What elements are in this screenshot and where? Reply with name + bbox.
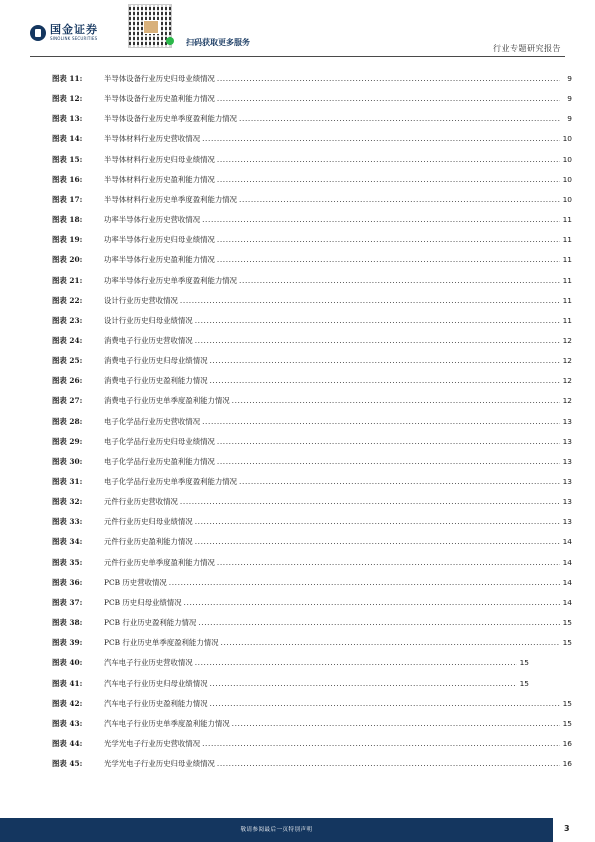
toc-entry-page: 13 xyxy=(562,456,572,466)
toc-entry-label: 图表 39: xyxy=(52,638,83,648)
toc-dot-leader xyxy=(239,194,560,206)
toc-entry-page: 10 xyxy=(562,134,572,144)
toc-entry[interactable] xyxy=(52,275,572,287)
toc-entry-label: 图表 33: xyxy=(52,517,83,527)
toc-entry-label: 图表 41: xyxy=(52,678,83,688)
toc-entry-page: 11 xyxy=(562,255,572,265)
toc-dot-leader xyxy=(209,698,560,710)
toc-entry[interactable] xyxy=(52,214,572,226)
toc-entry-page: 9 xyxy=(567,114,572,124)
toc-entry[interactable] xyxy=(52,295,572,307)
toc-dot-leader xyxy=(195,315,560,327)
toc-dot-leader xyxy=(195,657,517,669)
toc-entry-page: 15 xyxy=(562,618,572,628)
toc-dot-leader xyxy=(217,758,560,770)
toc-entry-title: PCB 历史营收情况 xyxy=(104,577,167,587)
toc-entry-page: 16 xyxy=(562,738,572,748)
toc-entry-title: 消费电子行业历史归母业绩情况 xyxy=(104,356,208,366)
toc-dot-leader xyxy=(217,73,560,85)
toc-entry-label: 图表 31: xyxy=(52,477,83,486)
toc-entry-label: 图表 18: xyxy=(52,215,83,225)
toc-entry-title: 半导体材料行业历史归母业绩情况 xyxy=(104,154,215,164)
toc-entry[interactable] xyxy=(52,174,572,186)
toc-entry-page: 12 xyxy=(562,356,572,366)
toc-dot-leader xyxy=(195,335,560,347)
toc-dot-leader xyxy=(217,557,560,569)
toc-entry-label: 图表 34: xyxy=(52,537,83,547)
toc-dot-leader xyxy=(209,678,517,690)
toc-entry-title: 汽车电子行业历史归母业绩情况 xyxy=(104,678,208,688)
toc-entry-title: 光学光电子行业历史营收情况 xyxy=(104,738,201,748)
toc-entry-title: 元件行业历史盈利能力情况 xyxy=(104,537,193,547)
wechat-badge-icon xyxy=(166,37,174,45)
toc-entry[interactable] xyxy=(52,254,572,266)
logo-name-en: SINOLINK SECURITIES xyxy=(50,36,98,41)
toc-entry[interactable] xyxy=(52,456,572,468)
toc-entry-label: 图表 14: xyxy=(52,134,83,144)
toc-entry-label: 图表 17: xyxy=(52,194,83,204)
logo-mark-icon xyxy=(30,25,46,41)
toc-entry-title: 汽车电子行业历史营收情况 xyxy=(104,658,193,668)
toc-entry-page: 12 xyxy=(562,335,572,345)
toc-entry-page: 15 xyxy=(519,658,529,668)
toc-entry-label: 图表 36: xyxy=(52,577,83,587)
toc-entry-page: 11 xyxy=(562,295,572,305)
toc-dot-leader xyxy=(184,597,560,609)
logo-text xyxy=(50,24,98,41)
toc-entry-title: PCB 行业历史单季度盈利能力情况 xyxy=(104,638,219,648)
toc-entry[interactable] xyxy=(52,577,572,589)
toc-entry-title: 汽车电子行业历史盈利能力情况 xyxy=(104,698,208,708)
toc-entry-title: 电子化学品行业历史营收情况 xyxy=(104,416,201,426)
toc-dot-leader xyxy=(202,133,560,145)
toc-entry[interactable] xyxy=(52,93,572,105)
company-logo xyxy=(30,24,98,41)
toc-entry-title: 半导体设备行业历史盈利能力情况 xyxy=(104,94,215,104)
toc-entry[interactable] xyxy=(52,496,572,508)
toc-entry-title: 设计行业历史营收情况 xyxy=(104,295,178,305)
toc-dot-leader xyxy=(239,476,560,488)
qr-caption: 扫码获取更多服务 xyxy=(186,38,250,47)
toc-entry[interactable] xyxy=(52,234,572,246)
report-type: 行业专题研究报告 xyxy=(493,44,561,53)
toc-entry[interactable] xyxy=(52,375,572,387)
toc-entry-label: 图表 27: xyxy=(52,396,83,406)
toc-dot-leader xyxy=(195,536,560,548)
toc-entry-page: 13 xyxy=(562,416,572,426)
toc-entry[interactable] xyxy=(52,718,572,730)
toc-entry-title: 元件行业历史归母业绩情况 xyxy=(104,517,193,527)
toc-entry-page: 15 xyxy=(562,718,572,728)
toc-entry[interactable] xyxy=(52,476,572,488)
toc-entry-page: 15 xyxy=(519,678,529,688)
toc-entry-page: 14 xyxy=(562,577,572,587)
page-number: 3 xyxy=(564,824,570,833)
logo-name-cn: 国金证券 xyxy=(50,23,98,36)
toc-entry-page: 14 xyxy=(562,597,572,607)
toc-entry[interactable] xyxy=(52,617,572,629)
toc-entry-label: 图表 25: xyxy=(52,356,83,366)
toc-dot-leader xyxy=(232,718,560,730)
toc-entry[interactable] xyxy=(52,516,572,528)
toc-dot-leader xyxy=(209,375,560,387)
toc-entry-title: 电子化学品行业历史归母业绩情况 xyxy=(104,436,215,446)
toc-entry[interactable] xyxy=(52,315,572,327)
toc-dot-leader xyxy=(169,577,560,589)
toc-entry-page: 11 xyxy=(562,275,572,285)
toc-entry-title: PCB 行业历史盈利能力情况 xyxy=(104,618,197,628)
toc-entry-label: 图表 42: xyxy=(52,698,83,708)
toc-entry-page: 14 xyxy=(562,557,572,567)
toc-entry-label: 图表 45: xyxy=(52,759,83,769)
toc-entry-page: 12 xyxy=(562,396,572,406)
toc-entry[interactable] xyxy=(52,738,572,750)
toc-entry-page: 14 xyxy=(562,537,572,547)
toc-entry-title: 功率半导体行业历史盈利能力情况 xyxy=(104,255,215,265)
toc-entry-page: 10 xyxy=(562,174,572,184)
toc-entry-label: 图表 23: xyxy=(52,315,83,325)
toc-entry-label: 图表 20: xyxy=(52,255,83,265)
toc-entry[interactable] xyxy=(52,597,572,609)
page-header xyxy=(0,0,595,62)
toc-entry[interactable] xyxy=(52,637,572,649)
toc-dot-leader xyxy=(198,617,560,629)
toc-entry-title: 功率半导体行业历史营收情况 xyxy=(104,215,201,225)
toc-dot-leader xyxy=(209,355,560,367)
toc-entry-page: 13 xyxy=(562,517,572,527)
toc-entry-page: 15 xyxy=(562,698,572,708)
toc-entry[interactable] xyxy=(52,154,572,166)
toc-entry-label: 图表 26: xyxy=(52,376,83,386)
toc-entry[interactable] xyxy=(52,113,572,125)
toc-entry-label: 图表 29: xyxy=(52,436,83,446)
footer-page-box xyxy=(553,818,595,842)
toc-entry-title: 元件行业历史营收情况 xyxy=(104,497,178,507)
toc-entry-label: 图表 30: xyxy=(52,456,83,466)
toc-entry[interactable] xyxy=(52,416,572,428)
toc-entry-title: 设计行业历史归母业绩情况 xyxy=(104,315,193,325)
toc-entry-page: 15 xyxy=(562,638,572,648)
toc-dot-leader xyxy=(232,395,560,407)
toc-entry-label: 图表 11: xyxy=(52,74,83,83)
toc-entry-label: 图表 38: xyxy=(52,618,83,628)
toc-entry-page: 11 xyxy=(562,215,572,225)
toc-entry[interactable] xyxy=(52,73,572,85)
toc-dot-leader xyxy=(239,275,560,287)
toc-dot-leader xyxy=(217,93,560,105)
toc-entry-label: 图表 24: xyxy=(52,335,83,345)
toc-entry-title: 电子化学品行业历史盈利能力情况 xyxy=(104,456,215,466)
toc-entry-title: 半导体设备行业历史归母业绩情况 xyxy=(104,74,215,83)
toc-entry-page: 12 xyxy=(562,376,572,386)
toc-entry-page: 10 xyxy=(562,194,572,204)
toc-dot-leader xyxy=(217,234,560,246)
toc-entry[interactable] xyxy=(52,678,529,690)
toc-entry-title: 半导体材料行业历史营收情况 xyxy=(104,134,201,144)
toc-entry-page: 13 xyxy=(562,477,572,486)
toc-entry-title: 汽车电子行业历史单季度盈利能力情况 xyxy=(104,718,230,728)
toc-entry-label: 图表 32: xyxy=(52,497,83,507)
toc-entry[interactable] xyxy=(52,355,572,367)
toc-entry-label: 图表 15: xyxy=(52,154,83,164)
toc-entry-label: 图表 40: xyxy=(52,658,83,668)
toc-entry-page: 16 xyxy=(562,759,572,769)
toc-entry-title: 功率半导体行业历史归母业绩情况 xyxy=(104,235,215,245)
toc-entry-label: 图表 12: xyxy=(52,94,83,104)
toc-entry-title: 消费电子行业历史单季度盈利能力情况 xyxy=(104,396,230,406)
toc-entry[interactable] xyxy=(52,698,572,710)
toc-dot-leader xyxy=(217,174,560,186)
toc-dot-leader xyxy=(180,295,560,307)
toc-entry-label: 图表 22: xyxy=(52,295,83,305)
toc-entry-title: PCB 历史归母业绩情况 xyxy=(104,597,182,607)
toc-entry-title: 半导体材料行业历史盈利能力情况 xyxy=(104,174,215,184)
toc-entry[interactable] xyxy=(52,133,572,145)
toc-entry-title: 光学光电子行业历史归母业绩情况 xyxy=(104,759,215,769)
toc-entry-page: 9 xyxy=(567,94,572,104)
toc-entry-title: 消费电子行业历史营收情况 xyxy=(104,335,193,345)
header-divider xyxy=(30,56,565,57)
toc-entry-label: 图表 21: xyxy=(52,275,83,285)
toc-dot-leader xyxy=(217,456,560,468)
toc-dot-leader xyxy=(239,113,560,125)
toc-entry-label: 图表 37: xyxy=(52,597,83,607)
toc-entry-label: 图表 43: xyxy=(52,718,83,728)
toc-entry[interactable] xyxy=(52,395,572,407)
toc-entry-title: 电子化学品行业历史单季度盈利能力情况 xyxy=(104,477,238,486)
toc-entry-page: 9 xyxy=(567,74,572,83)
toc-entry-title: 功率半导体行业历史单季度盈利能力情况 xyxy=(104,275,238,285)
toc-dot-leader xyxy=(195,516,560,528)
toc-dot-leader xyxy=(221,637,561,649)
toc-entry-title: 半导体材料行业历史单季度盈利能力情况 xyxy=(104,194,238,204)
toc-entry-label: 图表 44: xyxy=(52,738,83,748)
toc-dot-leader xyxy=(217,154,560,166)
toc-entry-label: 图表 13: xyxy=(52,114,83,124)
toc-entry-title: 元件行业历史单季度盈利能力情况 xyxy=(104,557,215,567)
toc-dot-leader xyxy=(202,214,560,226)
toc-entry-page: 13 xyxy=(562,436,572,446)
toc-entry[interactable] xyxy=(52,557,572,569)
toc-entry-label: 图表 16: xyxy=(52,174,83,184)
toc-entry-label: 图表 19: xyxy=(52,235,83,245)
toc-dot-leader xyxy=(180,496,560,508)
toc-entry[interactable] xyxy=(52,194,572,206)
toc-entry-page: 10 xyxy=(562,154,572,164)
toc-entry[interactable] xyxy=(52,335,572,347)
toc-entry[interactable] xyxy=(52,758,572,770)
toc-entry-page: 11 xyxy=(562,315,572,325)
toc-dot-leader xyxy=(217,436,560,448)
toc-entry[interactable] xyxy=(52,436,572,448)
toc-entry-title: 半导体设备行业历史单季度盈利能力情况 xyxy=(104,114,238,124)
toc-entry-page: 13 xyxy=(562,497,572,507)
toc-dot-leader xyxy=(202,738,560,750)
toc-entry[interactable] xyxy=(52,536,572,548)
toc-entry-title: 消费电子行业历史盈利能力情况 xyxy=(104,376,208,386)
toc-entry-label: 图表 28: xyxy=(52,416,83,426)
toc-dot-leader xyxy=(217,254,560,266)
toc-entry-label: 图表 35: xyxy=(52,557,83,567)
toc-entry-page: 11 xyxy=(562,235,572,245)
toc-dot-leader xyxy=(202,416,560,428)
toc-entry[interactable] xyxy=(52,657,529,669)
disclaimer-note: 敬请参阅最后一页特别声明 xyxy=(240,827,313,833)
